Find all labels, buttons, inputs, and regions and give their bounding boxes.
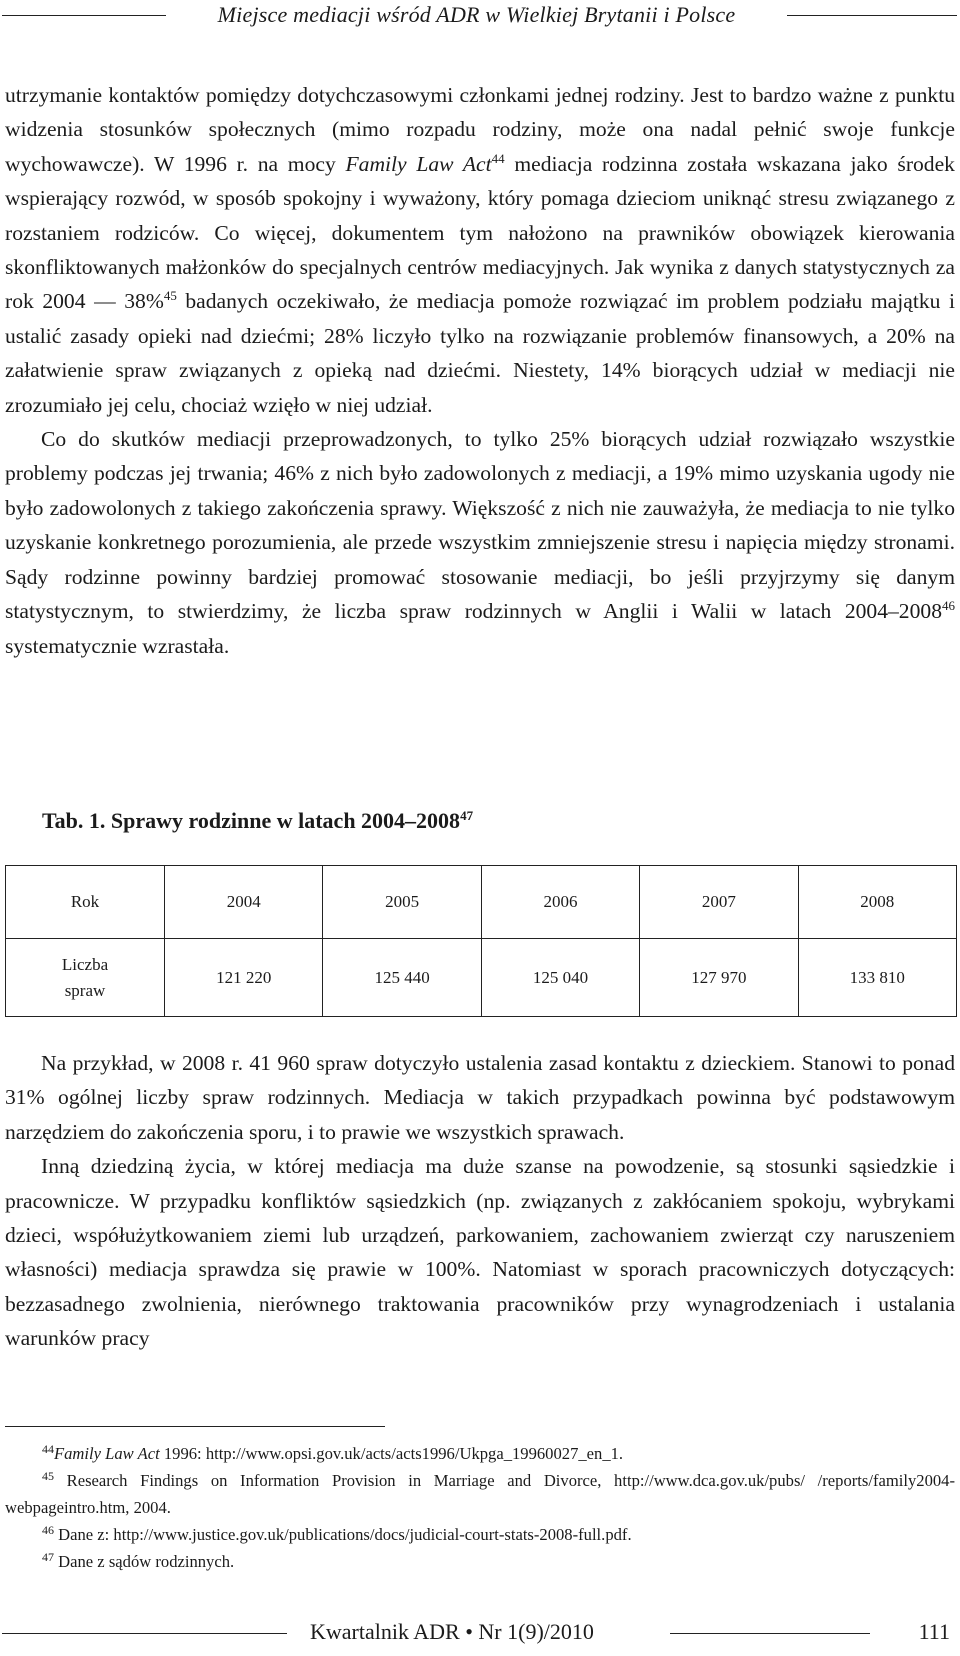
table-row	[6, 939, 957, 1017]
paragraph-2-text-a: Co do skutków mediacji przeprowadzonych, to tylko 25% biorących udział rozwiązało wszystkie problemy podczas jej trwania; 46% z nich było zadowolonych z mediacji, a 19% mimo uzyskania ugody nie było zadowolonych z takiego zakończenia sprawy. Większość z nich nie zauważyła, że mediacja to nie tylko uzyskanie konkretnego porozumienia, ale przede wszystkim zmniejszenie stresu i napięcia między stronami. Sądy rodzinne powinny bardziej promować stosowanie mediacji, bo jeśli przyjrzymy się danym statystycznym, to stwierdzimy, że liczba spraw rodzinnych w Anglii i Walii w latach 2004–2008	[5, 427, 955, 624]
table-cell-count-label	[6, 939, 165, 1017]
footer-rule-right	[670, 1633, 870, 1634]
footnote-text: Dane z sądów rodzinnych.	[54, 1552, 235, 1571]
footnote-number: 44	[42, 1442, 54, 1456]
table-cell-year: 2007	[640, 866, 798, 939]
footnote-47	[5, 1548, 955, 1575]
table-cell-count: 125 040	[481, 939, 639, 1017]
body-text-continued	[5, 1046, 955, 1356]
footnote-45	[5, 1467, 955, 1521]
header-rule-right	[787, 15, 957, 16]
footnote-ref-46: 46	[942, 598, 955, 614]
footnote-italic: Family Law Act	[54, 1444, 160, 1463]
family-cases-table	[5, 865, 957, 1017]
table-cell-year: 2006	[481, 866, 639, 939]
table-cell-count: 133 810	[798, 939, 956, 1017]
footnote-number: 47	[42, 1550, 54, 1564]
footnotes	[5, 1440, 955, 1575]
footnote-44	[5, 1440, 955, 1467]
table-caption-text: Tab. 1. Sprawy rodzinne w latach 2004–2008	[42, 808, 461, 833]
table-cell-count: 125 440	[323, 939, 481, 1017]
family-law-act-italic: Family Law Act	[345, 151, 492, 176]
paragraph-4: Inną dziedziną życia, w której mediacja ma duże szanse na powodzenie, są stosunki sąsiedzkie i pracownicze. W przypadku konfliktów sąsiedzkich (np. związanych z zakłócaniem spokoju, wybrykami dzieci, współużytkowaniem ziemi lub urządzeń, parkowaniem, zachowaniem zwierząt czy naruszeniem własności) mediacja sprawdza się prawie w 100%. Natomiast w sporach pracowniczych dotyczących: bezzasadnego zwolnienia, nierównego traktowania pracowników przy wynagrodzeniach i ustalania warunków pracy	[5, 1154, 955, 1351]
paragraph-1-text-c: badanych oczekiwało, że mediacja pomoże rozwiązać im problem podziału majątku i ustalić zasady opieki nad dziećmi; 28% liczyło tylko na rozwiązanie problemów finansowych, a 20% na załatwienie spraw związanych z opieką nad dziećmi. Niestety, 14% biorących udział w mediacji nie zrozumiało jej celu, chociaż wzięło w niej udział.	[5, 289, 955, 417]
paragraph-2-text-b: systematycznie wzrastała.	[5, 633, 230, 658]
table-cell-year: 2008	[798, 866, 956, 939]
paragraph-3: Na przykład, w 2008 r. 41 960 spraw dotyczyło ustalenia zasad kontaktu z dzieckiem. Stanowi to ponad 31% ogólnej liczby spraw rodzinnych. Mediacja w takich przypadkach powinna być podstawowym narzędziem do zakończenia sporu, i to prawie we wszystkich sprawach.	[5, 1051, 955, 1144]
header-rule-left	[2, 15, 166, 16]
table-cell-count: 127 970	[640, 939, 798, 1017]
footer-rule-left	[2, 1633, 287, 1634]
count-label-line-1: Liczba	[61, 954, 109, 974]
running-header-title: Miejsce mediacji wśród ADR w Wielkiej Brytanii i Polsce	[217, 2, 736, 27]
footnote-text: 1996: http://www.opsi.gov.uk/acts/acts1996/Ukpga_19960027_en_1.	[159, 1444, 624, 1463]
footnote-number: 45	[42, 1469, 54, 1483]
page-number: 111	[918, 1619, 950, 1644]
paragraph-1-text-b: mediacja rodzinna została wskazana jako środek wspierający rozwód, w sposób spokojny i wyważony, który pomaga dzieciom uniknąć stresu związanego z rozstaniem rodziców. Co więcej, dokumentem tym nałożono na prawników obowiązek kierowania skonfliktowanych małżonków do specjalnych centrów mediacyjnych. Jak wynika z danych statystycznych za rok 2004 — 38%	[5, 151, 955, 314]
body-text	[5, 78, 955, 663]
page-footer	[0, 1612, 960, 1652]
journal-name: Kwartalnik ADR • Nr 1(9)/2010	[310, 1619, 594, 1644]
paragraph-1-text-a: utrzymanie kontaktów pomiędzy dotychczasowymi członkami jednej rodziny. Jest to bardzo ważne z punktu widzenia stosunków społecznych (mimo rozpadu rodziny, może ona nadal pełnić swoje funkcje wychowawcze). W 1996 r. na mocy	[5, 83, 955, 176]
table-cell-year: 2005	[323, 866, 481, 939]
count-label-line-2: spraw	[64, 980, 106, 1000]
footnote-46	[5, 1521, 955, 1548]
footnote-text: Dane z: http://www.justice.gov.uk/publications/docs/judicial-court-stats-2008-full.pdf.	[54, 1525, 632, 1544]
footnote-text: Research Findings on Information Provision in Marriage and Divorce, http://www.dca.gov.uk/pubs/ /reports/family2004-webpageintro.htm, 2004.	[5, 1471, 955, 1517]
footnote-ref-45: 45	[163, 288, 177, 304]
footnote-separator	[5, 1426, 385, 1427]
paragraph-1	[5, 78, 955, 422]
table-caption	[42, 806, 473, 836]
paragraph-2	[5, 422, 955, 663]
running-header	[0, 0, 960, 32]
footnote-ref-47: 47	[460, 808, 474, 823]
table-cell-year: 2004	[165, 866, 323, 939]
table-row	[6, 866, 957, 939]
footnote-number: 46	[42, 1523, 54, 1537]
table-cell-count: 121 220	[165, 939, 323, 1017]
footnote-ref-44: 44	[491, 150, 505, 166]
table-cell-year-label: Rok	[6, 866, 165, 939]
